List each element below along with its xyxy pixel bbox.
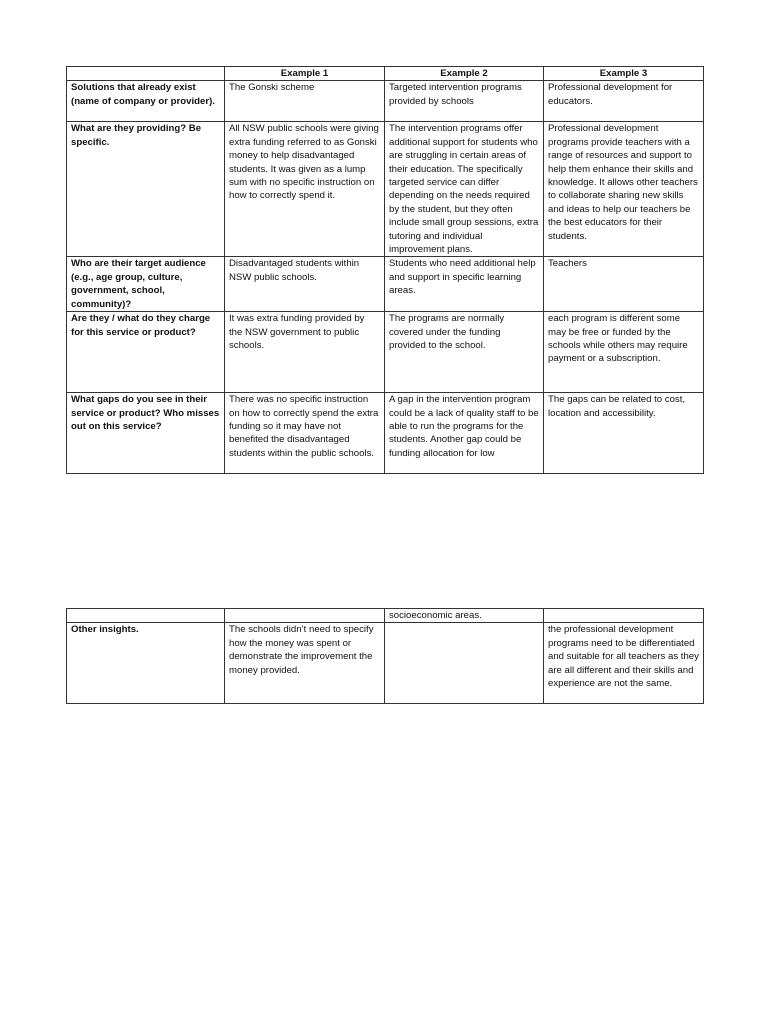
cell-example-2: The intervention programs offer additional support for students who are struggling in certain areas of their education. The specifically targeted service can differ depending on the needs required by the student, but they often include small group sessions, extra tutoring and individual improvement plans. (385, 122, 544, 257)
cell-example-2: A gap in the intervention program could be a lack of quality staff to be able to run the programs for the students. Another gap could be funding allocation for low (385, 393, 544, 474)
header-cell-blank (67, 67, 225, 81)
cell-example-2: The programs are normally covered under the funding provided to the school. (385, 312, 544, 393)
row-question: Other insights. (67, 623, 225, 704)
carry-over-cell: socioeconomic areas. (385, 609, 544, 623)
table-row (67, 81, 704, 122)
cell-example-3: Teachers (544, 257, 704, 312)
header-example-3: Example 3 (544, 67, 704, 81)
table-row (67, 257, 704, 312)
row-question: What gaps do you see in their service or product? Who misses out on this service? (67, 393, 225, 474)
cell-example-1: The Gonski scheme (225, 81, 385, 122)
cell-example-1: The schools didn’t need to specify how the money was spent or demonstrate the improvement the money provided. (225, 623, 385, 704)
cell-example-1: There was no specific instruction on how to correctly spend the extra funding so it may have not benefited the disadvantaged students within the public schools. (225, 393, 385, 474)
empty-cell (225, 609, 385, 623)
cell-example-1: It was extra funding provided by the NSW government to public schools. (225, 312, 385, 393)
table-row (67, 393, 704, 474)
cell-example-3: each program is different some may be free or funded by the schools while others may require payment or a subscription. (544, 312, 704, 393)
cell-example-3: Professional development programs provide teachers with a range of resources and support to help them enhance their skills and knowledge. It allows other teachers to collaborate sharing new skills and ideas to help our teachers be the best educators for their students. (544, 122, 704, 257)
research-table (66, 66, 704, 474)
header-example-2: Example 2 (385, 67, 544, 81)
cell-example-3: The gaps can be related to cost, location and accessibility. (544, 393, 704, 474)
research-table-continued (66, 608, 704, 704)
table-row (67, 623, 704, 704)
empty-cell (67, 609, 225, 623)
cell-example-2: Students who need additional help and support in specific learning areas. (385, 257, 544, 312)
table-header-row (67, 67, 704, 81)
table-row (67, 609, 704, 623)
cell-example-2 (385, 623, 544, 704)
row-question: Are they / what do they charge for this service or product? (67, 312, 225, 393)
cell-example-1: All NSW public schools were giving extra funding referred to as Gonski money to help disadvantaged students. It was given as a lump sum with no specific instruction on how to correctly spend it. (225, 122, 385, 257)
cell-example-3: Professional development for educators. (544, 81, 704, 122)
row-question: What are they providing? Be specific. (67, 122, 225, 257)
empty-cell (544, 609, 704, 623)
row-question: Who are their target audience (e.g., age group, culture, government, school, community)? (67, 257, 225, 312)
cell-example-2: Targeted intervention programs provided by schools (385, 81, 544, 122)
table-row (67, 122, 704, 257)
cell-example-1: Disadvantaged students within NSW public schools. (225, 257, 385, 312)
cell-example-3: the professional development programs need to be differentiated and suitable for all teachers as they are all different and their skills and experience are not the same. (544, 623, 704, 704)
row-question: Solutions that already exist (name of company or provider). (67, 81, 225, 122)
header-example-1: Example 1 (225, 67, 385, 81)
table-row (67, 312, 704, 393)
